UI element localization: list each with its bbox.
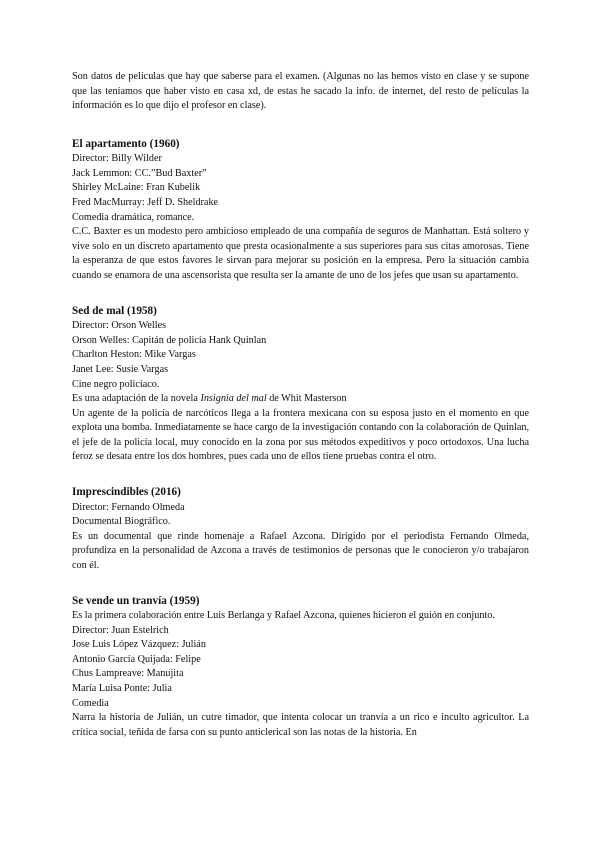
film-section-imprescindibles [72, 485, 529, 573]
film-cast-line: Jose Luis López Vázquez: Julián [72, 639, 206, 651]
film-intro-note: Es la primera colaboración entre Luis Berlanga y Rafael Azcona, quienes hicieron el guión en conjunto. [72, 610, 495, 622]
film-director: Director: Juan Estelrich [72, 624, 169, 636]
adaptation-text-before: Es una adaptación de la novela [72, 393, 201, 405]
film-cast-line: Jack Lemmon: CC.”Bud Baxter” [72, 167, 207, 179]
film-cast-line: Antonio García Quijada: Felipe [72, 653, 201, 665]
film-section-sed-de-mal [72, 304, 529, 465]
film-synopsis: Narra la historia de Julián, un cutre timador, que intenta colocar un tranvía a un rico e inculto agricultor. La crítica social, teñida de farsa con su punto anticlerical son las notas de la historia. En [72, 712, 529, 738]
film-cast-line: Charlton Heston: Mike Vargas [72, 349, 196, 361]
film-director: Director: Billy Wilder [72, 153, 162, 165]
film-cast-line: Janet Lee: Susie Vargas [72, 363, 169, 375]
film-cast-line: Fred MacMurray: Jeff D. Sheldrake [72, 197, 219, 209]
film-cast-line: Orson Welles: Capitán de policía Hank Quinlan [72, 334, 267, 346]
film-title: Sed de mal (1958) [72, 304, 157, 317]
film-adaptation-note [72, 392, 529, 407]
film-genre: Cine negro policíaco. [72, 378, 160, 390]
film-title: El apartamento (1960) [72, 137, 180, 150]
film-synopsis: C.C. Baxter es un modesto pero ambicioso empleado de una compañía de seguros de Manhattan. Está soltero y vive solo en un discreto apartamento que presta ocasionalmente a sus superiores para sus citas amorosas. Tiene la esperanza de que estos favores le sirvan para mejorar su posición en la empresa. Pero la situación cambia cuando se enamora de una ascensorista que resulta ser la amante de uno de los jefes que usan su apartamento. [72, 226, 529, 282]
film-genre: Comedia dramática, romance. [72, 211, 195, 223]
film-synopsis: Es un documental que rinde homenaje a Rafael Azcona. Dirigido por el periodista Fernando Olmeda, profundiza en la personalidad de Azcona a través de testimonios de personas que le conocieron y/o trabajaron con él. [72, 530, 529, 571]
film-title: Imprescindibles (2016) [72, 486, 181, 499]
intro-paragraph: Son datos de películas que hay que saberse para el examen. (Algunas no las hemos visto en clase y se supone que las teníamos que haber visto en casa xd, de estas he sacado la info. de internet, del resto de películas la información es lo que dijo el profesor en clase). [72, 71, 529, 112]
film-title: Se vende un tranvía (1959) [72, 594, 200, 607]
document-page [72, 70, 529, 760]
film-section-el-apartamento [72, 137, 529, 284]
adaptation-text-after: de Whit Masterson [266, 393, 347, 405]
film-director: Director: Fernando Olmeda [72, 501, 185, 513]
film-genre: Comedia [72, 697, 109, 709]
film-director: Director: Orson Welles [72, 320, 167, 332]
novel-title: Insignia del mal [200, 393, 267, 405]
film-cast-line: Shirley McLaine: Fran Kubelik [72, 182, 201, 194]
film-synopsis: Un agente de la policía de narcóticos llega a la frontera mexicana con su esposa justo en el momento en que explota una bomba. Inmediatamente se hace cargo de la investigación contando con la colaboración de Quinlan, el jefe de la policía local, muy conocido en la zona por sus métodos expeditivos y poco ortodoxos. Una lucha feroz se desata entre los dos hombres, pues cada uno de ellos tiene pruebas contra el otro. [72, 407, 529, 463]
film-section-se-vende-un-tranvia [72, 594, 529, 741]
film-cast-line: María Luisa Ponte: Julia [72, 683, 172, 694]
film-genre: Documental Biográfico. [72, 516, 171, 528]
film-cast-line: Chus Lampreave: Manujita [72, 668, 184, 680]
